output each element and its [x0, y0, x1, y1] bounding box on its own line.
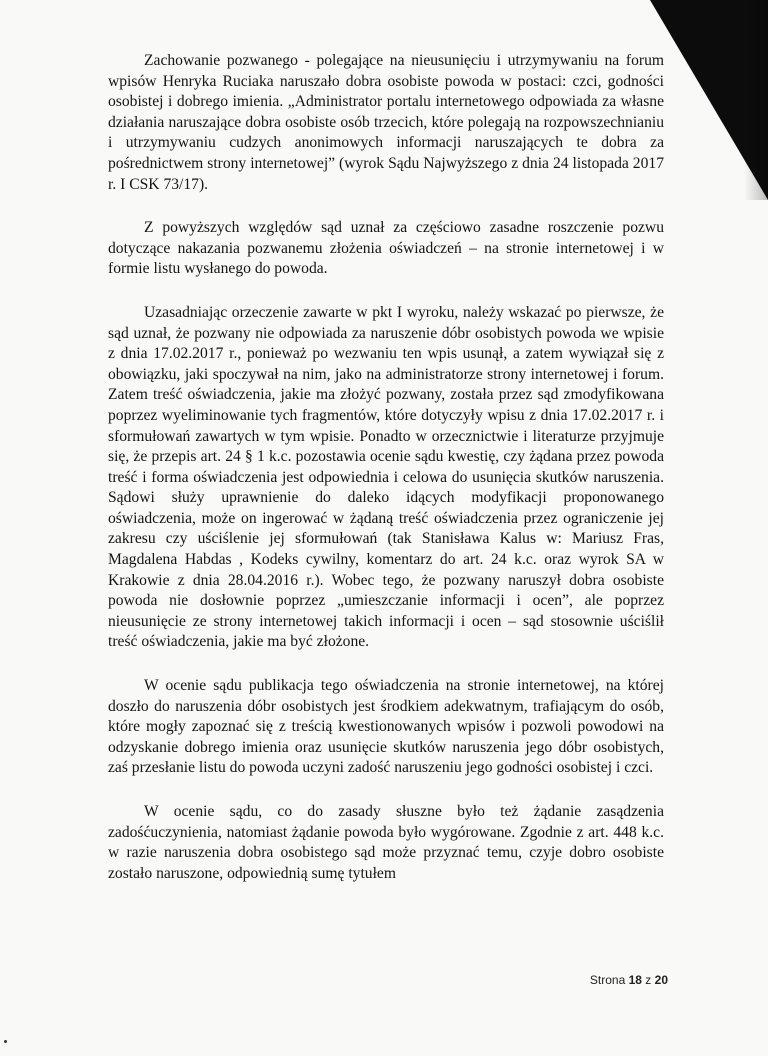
scan-corner-edge — [744, 0, 768, 200]
page-number — [590, 973, 668, 987]
paragraph-5: W ocenie sądu, co do zasady słuszne było też żądanie zasądzenia zadośćuczynienia, natomiast żądanie powoda było wygórowane. Zgodnie z art. 448 k.c. w razie naruszenia dobra osobistego sąd może przyznać temu, czyje dobro osobiste zostało naruszone, odpowiednią sumę tytułem — [108, 803, 664, 882]
scan-speck — [4, 1040, 7, 1043]
page-number-current: 18 — [628, 973, 642, 987]
paragraph-1: Zachowanie pozwanego - polegające na nieusunięciu i utrzymywaniu na forum wpisów Henryka Ruciaka naruszało dobra osobiste powoda w postaci: czci, godności osobistej i dobrego imienia. „Administrator portalu internetowego odpowiada za własne działania naruszające dobra osobiste osób trzecich, które polegają na rozpowszechnianiu i utrzymywaniu cudzych anonimowych informacji naruszających te dobra za pośrednictwem strony internetowej” (wyrok Sądu Najwyższego z dnia 24 listopada 2017 r. I CSK 73/17). — [108, 52, 664, 193]
page-number-prefix: Strona — [589, 973, 626, 987]
paragraph-3: Uzasadniając orzeczenie zawarte w pkt I wyroku, należy wskazać po pierwsze, że sąd uznał, że pozwany nie odpowiada za naruszenie dóbr osobistych powoda we wpisie z dnia 17.02.2017 r., ponieważ po wezwaniu ten wpis usunął, a zatem wywiązał się z obowiązku, jaki spoczywał na nim, jako na administratorze strony internetowej i forum. Zatem treść oświadczenia, jakie ma złożyć pozwany, została przez sąd zmodyfikowana poprzez wyeliminowanie tych fragmentów, które dotyczyły wpisu z dnia 17.02.2017 r. i sformułowań zawartych w tym wpisie. Ponadto w orzecznictwie i literaturze przyjmuje się, że przepis art. 24 § 1 k.c. pozostawia ocenie sądu kwestię, czy żądana przez powoda treść i forma oświadczenia jest odpowiednia i celowa do usunięcia skutków naruszenia. Sądowi służy uprawnienie do daleko idących modyfikacji proponowanego oświadczenia, może on ingerować w żądaną treść oświadczenia przez ograniczenie jej zakresu czy uściślenie jej sformułowań (tak Stanisława Kalus w: Mariusz Fras, Magdalena Habdas , Kodeks cywilny, komentarz do art. 24 k.c. oraz wyrok SA w Krakowie z dnia 28.04.2016 r.). Wobec tego, że pozwany naruszył dobra osobiste powoda nie dosłownie poprzez „umieszczanie informacji i ocen”, ale poprzez nieusunięcie ze strony internetowej takich informacji i ocen – sąd stosownie uściślił treść oświadczenia, jakie ma być złożone. — [108, 303, 664, 651]
page-number-separator: z — [645, 973, 652, 987]
page-number-total: 20 — [654, 973, 668, 987]
document-body — [108, 51, 664, 907]
paragraph-2: Z powyższych względów sąd uznał za częściowo zasadne roszczenie pozwu dotyczące nakazania pozwanemu złożenia oświadczeń – na stronie internetowej i w formie listu wysłanego do powoda. — [108, 219, 664, 278]
paragraph-4: W ocenie sądu publikacja tego oświadczenia na stronie internetowej, na której doszło do naruszenia dóbr osobistych jest środkiem adekwatnym, trafiającym do osób, które mogły zapoznać się z treścią kwestionowanych wpisów i pozwoli powodowi na odzyskanie dobrego imienia oraz usunięcie skutków naruszenia jego dóbr osobistych, zaś przesłanie listu do powoda uczyni zadość naruszeniu jego godności osobistej i czci. — [108, 677, 664, 777]
